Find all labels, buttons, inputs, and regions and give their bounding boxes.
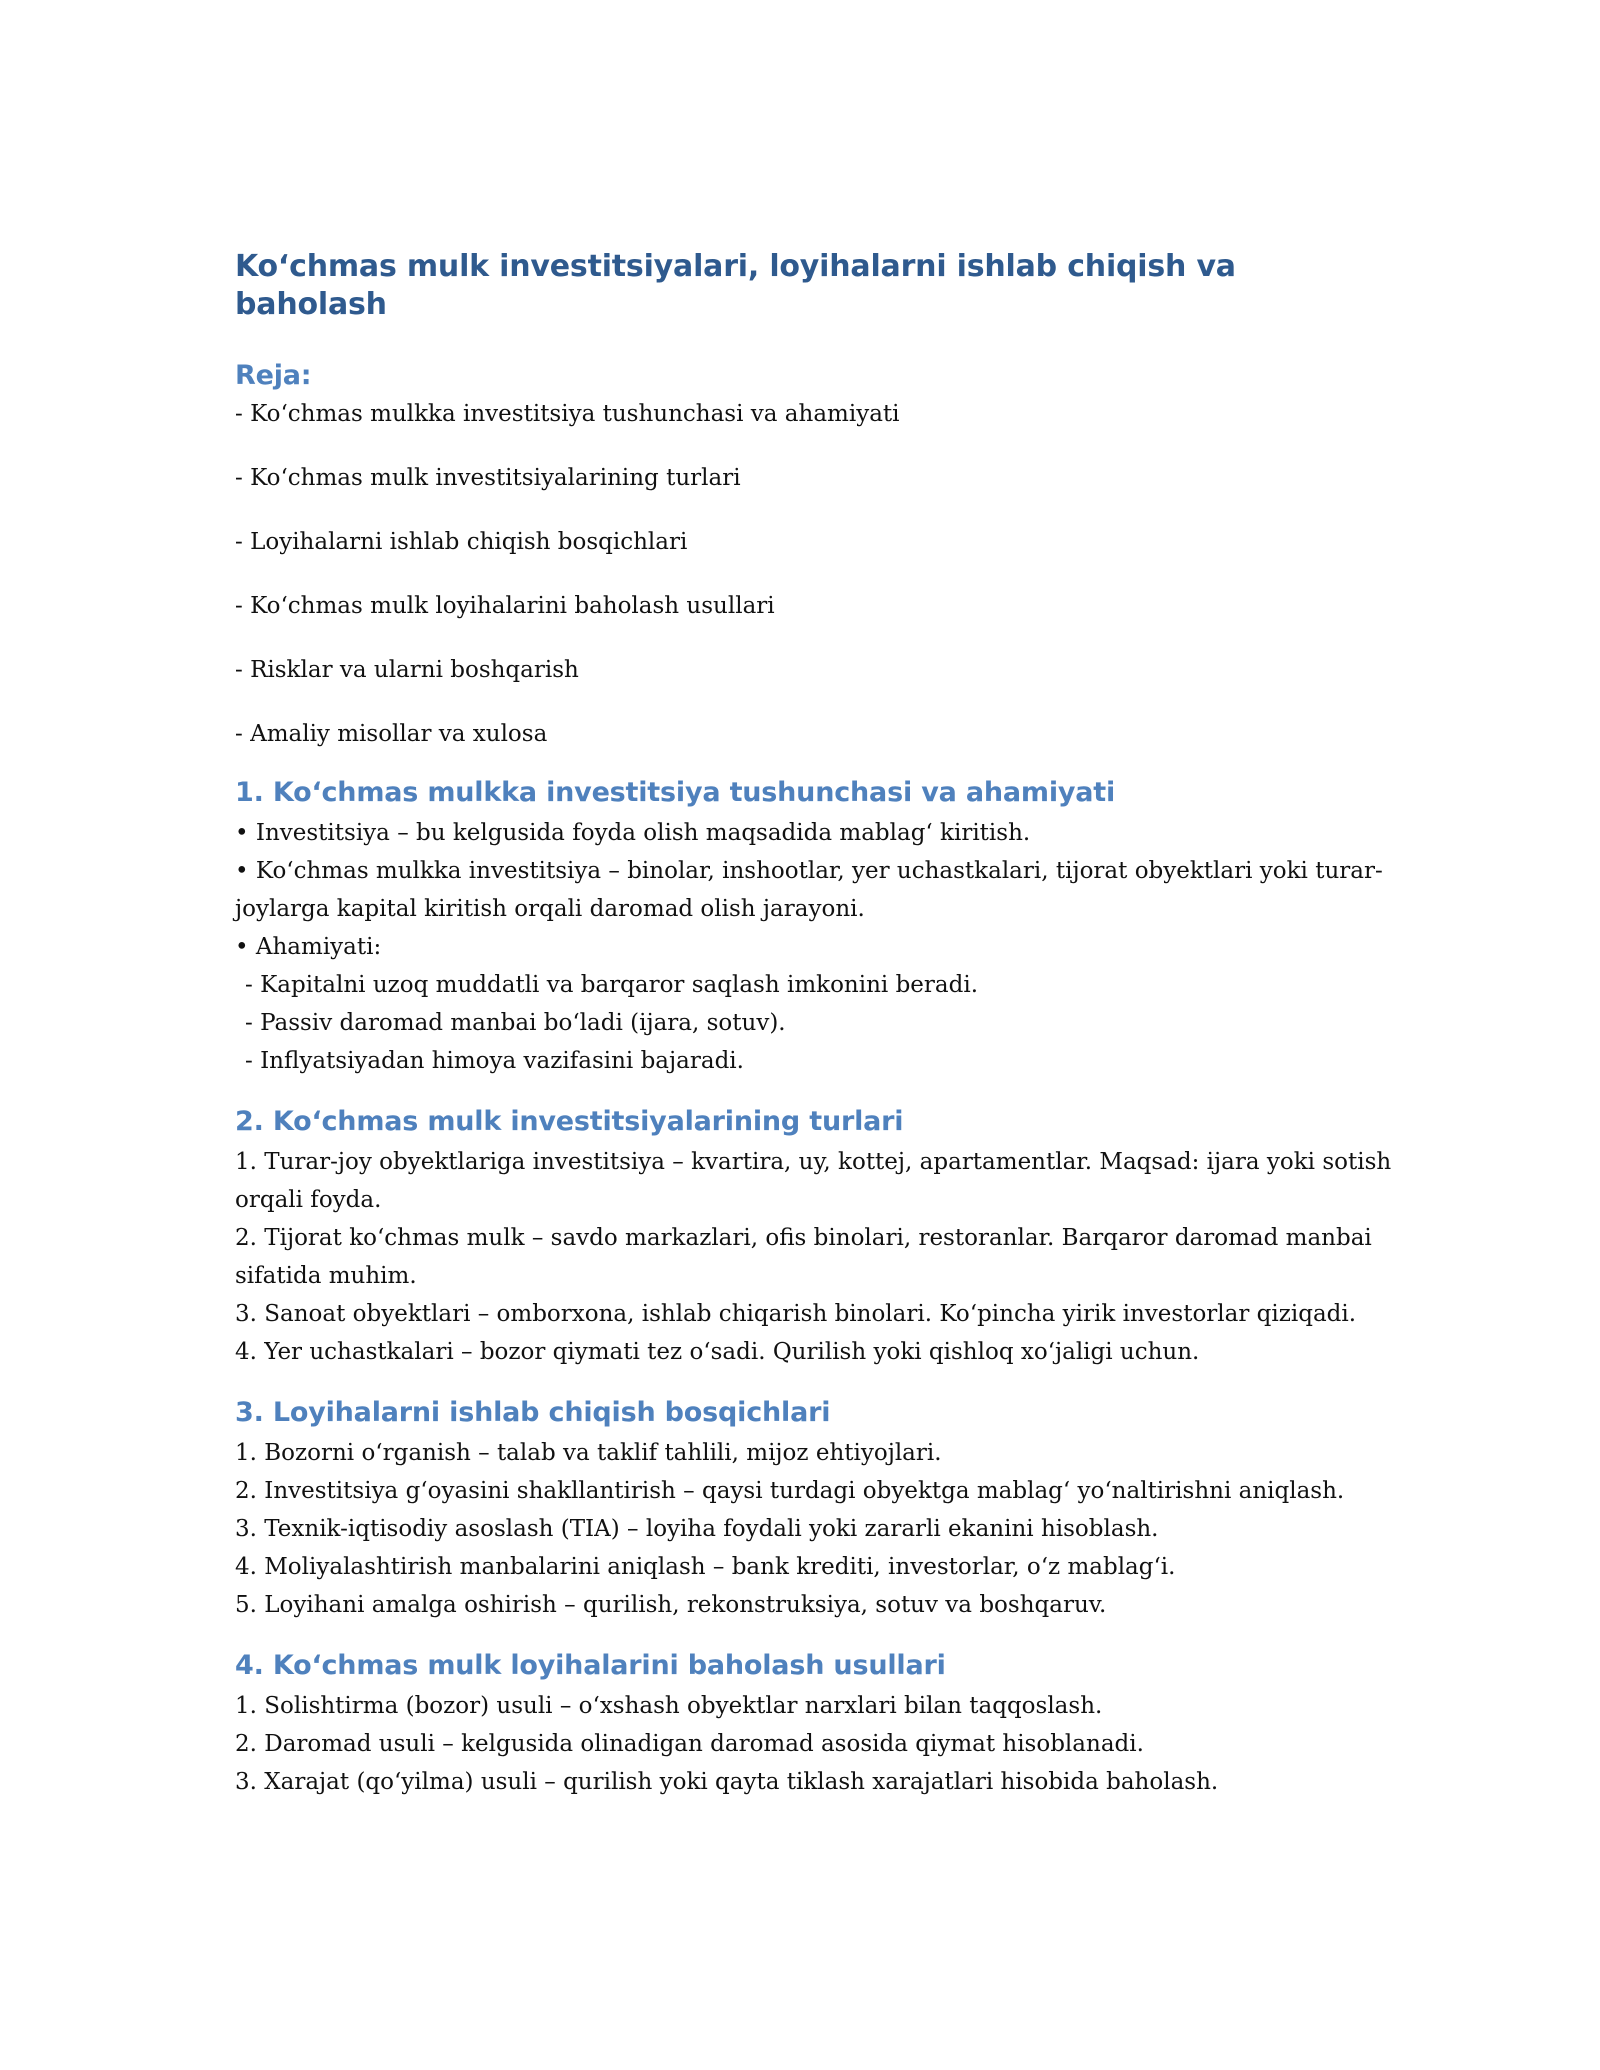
section-line: 3. Sanoat obyektlari – omborxona, ishlab chiqarish binolari. Ko‘pincha yirik investorlar qiziqadi.: [235, 1300, 1357, 1327]
section-line: 3. Xarajat (qo‘yilma) usuli – qurilish yoki qayta tiklash xarajatlari hisobida baholash.: [235, 1769, 1219, 1796]
document-title: Ko‘chmas mulk investitsiyalari, loyihalarni ishlab chiqish va baholash: [235, 249, 1236, 322]
section-line: • Ko‘chmas mulkka investitsiya – binolar, inshootlar, yer uchastkalari, tijorat obyektlari yoki turar-joylarga kapital kiritish orqali daromad olish jarayoni.: [235, 857, 1383, 922]
section-heading: 2. Ko‘chmas mulk investitsiyalarining turlari: [235, 1105, 904, 1137]
section-line: • Ahamiyati:: [235, 933, 382, 960]
section-line: 3. Texnik-iqtisodiy asoslash (TIA) – loyiha foydali yoki zararli ekanini hisoblash.: [235, 1516, 1159, 1543]
plan-item: - Ko‘chmas mulk loyihalarini baholash usullari: [235, 592, 775, 619]
section-line: - Passiv daromad manbai bo‘ladi (ijara, sotuv).: [245, 1009, 786, 1036]
section-line: 4. Moliyalashtirish manbalarini aniqlash – bank krediti, investorlar, o‘z mablag‘i.: [235, 1554, 1176, 1581]
section-line: 2. Tijorat ko‘chmas mulk – savdo markazlari, ofis binolari, restoranlar. Barqaror daromad manbai sifatida muhim.: [235, 1224, 1372, 1289]
plan-list: [235, 395, 1395, 753]
section-line: • Investitsiya – bu kelgusida foyda olish maqsadida mablag‘ kiritish.: [235, 819, 1031, 846]
plan-item: - Ko‘chmas mulk investitsiyalarining turlari: [235, 464, 741, 491]
plan-item: - Amaliy misollar va xulosa: [235, 720, 548, 747]
section-types: [235, 1104, 1395, 1371]
section-line: 2. Daromad usuli – kelgusida olinadigan daromad asosida qiymat hisoblanadi.: [235, 1731, 1144, 1758]
section-valuation-methods: [235, 1648, 1395, 1801]
section-heading: 4. Ko‘chmas mulk loyihalarini baholash usullari: [235, 1650, 946, 1682]
plan-heading: Reja:: [235, 360, 312, 391]
section-line: 5. Loyihani amalga oshirish – qurilish, rekonstruksiya, sotuv va boshqaruv.: [235, 1592, 1107, 1619]
section-development-stages: [235, 1395, 1395, 1624]
section-line: - Kapitalni uzoq muddatli va barqaror saqlash imkonini beradi.: [245, 971, 979, 998]
plan-item: - Loyihalarni ishlab chiqish bosqichlari: [235, 528, 688, 555]
section-line: 4. Yer uchastkalari – bozor qiymati tez o‘sadi. Qurilish yoki qishloq xo‘jaligi uchun.: [235, 1338, 1200, 1365]
section-line: 1. Solishtirma (bozor) usuli – o‘xshash obyektlar narxlari bilan taqqoslash.: [235, 1693, 1103, 1720]
section-line: - Inflyatsiyadan himoya vazifasini bajaradi.: [245, 1047, 744, 1074]
section-heading: 3. Loyihalarni ishlab chiqish bosqichlari: [235, 1396, 831, 1428]
plan-item: - Ko‘chmas mulkka investitsiya tushunchasi va ahamiyati: [235, 400, 900, 427]
section-line: 2. Investitsiya g‘oyasini shakllantirish – qaysi turdagi obyektga mablag‘ yo‘naltirishni aniqlash.: [235, 1478, 1345, 1505]
document-page: [235, 248, 1395, 1801]
section-line: 1. Turar-joy obyektlariga investitsiya – kvartira, uy, kottej, apartamentlar. Maqsad: ijara yoki sotish orqali foyda.: [235, 1148, 1392, 1213]
section-concept: [235, 775, 1395, 1080]
section-line: 1. Bozorni o‘rganish – talab va taklif tahlili, mijoz ehtiyojlari.: [235, 1440, 942, 1467]
plan-item: - Risklar va ularni boshqarish: [235, 656, 579, 683]
section-heading: 1. Ko‘chmas mulkka investitsiya tushunchasi va ahamiyati: [235, 776, 1116, 808]
